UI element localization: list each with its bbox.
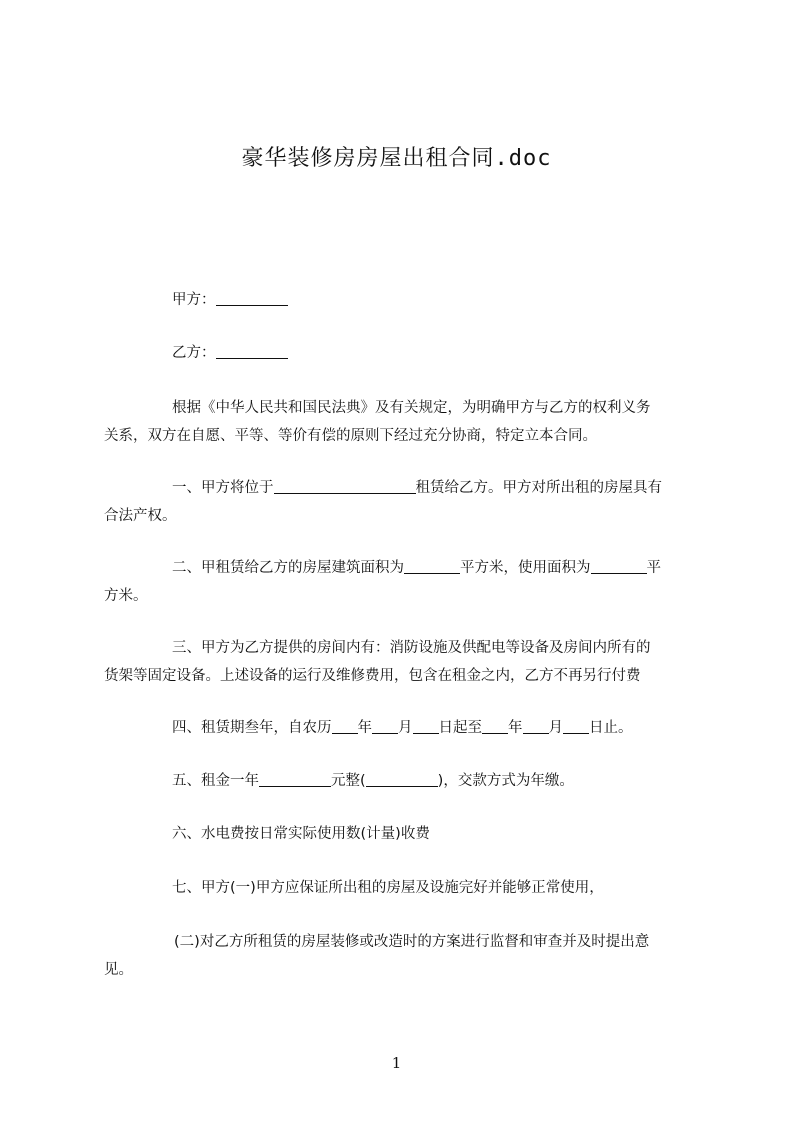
clause-7-paragraph: [104, 874, 700, 902]
clause-3-line-1: 三、甲方为乙方提供的房间内有：消防设施及供配电等设备及房间内所有的: [172, 640, 651, 656]
clause-6-paragraph: [104, 820, 700, 848]
clause-4-day-2: 日止。: [589, 720, 633, 736]
start-day-blank: [413, 719, 439, 734]
clause-4-day-1: 日起至: [438, 720, 482, 736]
clause-3-line-2: 货架等固定设备。上述设备的运行及维修费用，包含在租金之内，乙方不再另行付费: [104, 668, 641, 684]
preamble-paragraph: [104, 394, 700, 450]
clause-5-paragraph: [104, 767, 700, 795]
clause-1-text-b: 租赁给乙方。甲方对所出租的房屋具有: [415, 480, 662, 496]
page-number: 1: [391, 1054, 402, 1072]
clause-4-year-2: 年: [508, 720, 523, 736]
annual-rent-blank: [259, 772, 331, 787]
clause-1-text-a: 一、甲方将位于: [172, 480, 274, 496]
document-title: 豪华装修房房屋出租合同.doc: [241, 146, 552, 171]
clause-1-line-2: 合法产权。: [104, 508, 177, 524]
clause-5-text-a: 五、租金一年: [172, 773, 259, 789]
annual-rent-uppercase-blank: [366, 772, 438, 787]
party-b-blank: [216, 344, 288, 359]
clause-4-month-2: 月: [548, 720, 563, 736]
end-day-blank: [563, 719, 589, 734]
party-b-label: 乙方：: [172, 345, 216, 361]
clause-5-text-b: 元整(: [331, 773, 366, 789]
clause-2-line-2: 方米。: [104, 588, 148, 604]
preamble-line-1: 根据《中华人民共和国民法典》及有关规定，为明确甲方与乙方的权利义务: [172, 400, 651, 416]
clause-4-paragraph: [104, 714, 700, 742]
party-a-label: 甲方：: [172, 292, 216, 308]
clause-2-paragraph: [104, 554, 700, 610]
clause-2-building-area-blank: [404, 559, 460, 574]
clause-7-line-1: 七、甲方(一)甲方应保证所出租的房屋及设施完好并能够正常使用，: [172, 880, 604, 896]
party-a-blank: [216, 291, 288, 306]
start-year-blank: [332, 719, 358, 734]
clause-4-text-a: 四、租赁期叁年，自农历: [172, 720, 332, 736]
clause-5-text-c: )，交款方式为年缴。: [437, 773, 574, 789]
clause-6-line-1: 六、水电费按日常实际使用数(计量)收费: [172, 826, 430, 842]
preamble-line-2: 关系，双方在自愿、平等、等价有偿的原则下经过充分协商，特定立本合同。: [104, 428, 597, 444]
clause-7-item-2-line-1: (二)对乙方所租赁的房屋装修或改造时的方案进行监督和审查并及时提出意: [174, 934, 650, 950]
party-a-line: [104, 286, 700, 314]
clause-7-item-2-paragraph: [104, 928, 700, 984]
clause-2-text-c: 平: [646, 560, 661, 576]
clause-4-year-1: 年: [357, 720, 372, 736]
clause-1-location-blank: [274, 479, 416, 494]
party-b-line: [104, 339, 700, 367]
start-month-blank: [372, 719, 398, 734]
clause-4-month-1: 月: [398, 720, 413, 736]
clause-2-usable-area-blank: [591, 559, 647, 574]
end-year-blank: [482, 719, 508, 734]
clause-3-paragraph: [104, 634, 700, 690]
end-month-blank: [523, 719, 549, 734]
clause-7-item-2-line-2: 见。: [104, 962, 133, 978]
clause-2-text-b: 平方米，使用面积为: [460, 560, 591, 576]
clause-2-text-a: 二、甲租赁给乙方的房屋建筑面积为: [172, 560, 404, 576]
clause-1-paragraph: [104, 474, 700, 530]
